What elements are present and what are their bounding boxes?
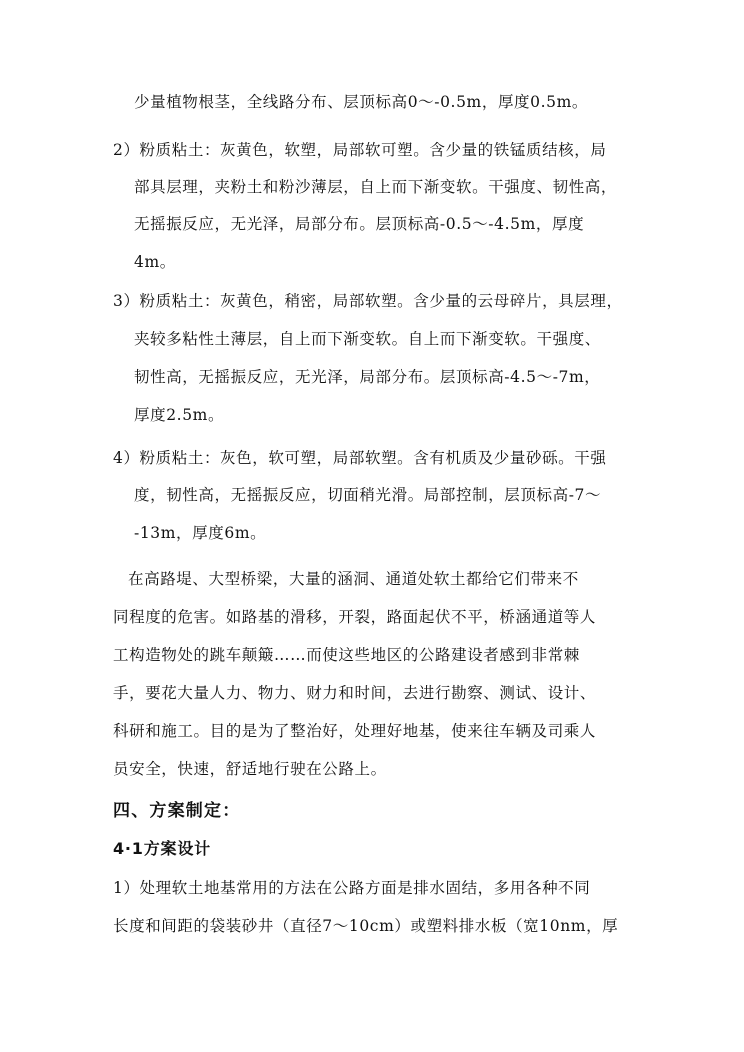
body-paragraph-line-5: 科研和施工。目的是为了整治好，处理好地基，使来往车辆及司乘人: [113, 722, 597, 740]
section-heading-4: 四、方案制定：: [113, 801, 241, 821]
body-paragraph-line-3: 工构造物处的跳车颠簸……而使这些地区的公路建设者感到非常棘: [113, 646, 580, 664]
soil-layer-4-line-1: 4）粉质粘土：灰色，软可塑，局部软塑。含有机质及少量砂砾。干强: [113, 449, 607, 467]
soil-layer-3-line-1: 3）粉质粘土：灰黄色，稍密，局部软塑。含少量的云母碎片，具层理，: [113, 292, 623, 310]
soil-layer-2-line-1: 2）粉质粘土：灰黄色，软塑，局部软可塑。含少量的铁锰质结核，局: [113, 141, 607, 159]
soil-layer-2-line-4: 4m。: [134, 253, 176, 271]
section-heading-4-1: 4·1方案设计: [113, 839, 211, 858]
soil-layer-3-line-4: 厚度2.5m。: [134, 406, 225, 424]
plan-paragraph-line-2: 长度和间距的袋装砂井（直径7～10cm）或塑料排水板（宽10nm，厚: [113, 917, 619, 935]
soil-layer-4-line-3: -13m，厚度6m。: [134, 524, 267, 542]
soil-layer-4-line-2: 度，韧性高，无摇振反应，切面稍光滑。局部控制，层顶标高-7～: [134, 486, 602, 504]
plan-paragraph-line-1: 1）处理软土地基常用的方法在公路方面是排水固结，多用各种不同: [113, 879, 591, 897]
soil-layer-2-line-3: 无摇振反应，无光泽，局部分布。层顶标高-0.5～-4.5m，厚度: [134, 215, 585, 233]
body-paragraph-line-6: 员安全，快速，舒适地行驶在公路上。: [113, 760, 387, 778]
soil-layer-1-continuation: 少量植物根茎，全线路分布、层顶标高0～-0.5m，厚度0.5m。: [134, 93, 588, 111]
body-paragraph-line-2: 同程度的危害。如路基的滑移，开裂，路面起伏不平，桥涵通道等人: [113, 608, 597, 626]
body-paragraph-line-1: 在高路堤、大型桥梁，大量的涵洞、通道处软土都给它们带来不: [128, 570, 579, 588]
body-paragraph-line-4: 手，要花大量人力、物力、财力和时间，去进行勘察、测试、设计、: [113, 684, 597, 702]
soil-layer-3-line-3: 韧性高，无摇振反应，无光泽，局部分布。层顶标高-4.5～-7m，: [134, 368, 601, 386]
soil-layer-3-line-2: 夹较多粘性土薄层，自上而下渐变软。自上而下渐变软。干强度、: [134, 330, 601, 348]
soil-layer-2-line-2: 部具层理，夹粉土和粉沙薄层，自上而下渐变软。干强度、韧性高，: [134, 178, 618, 196]
